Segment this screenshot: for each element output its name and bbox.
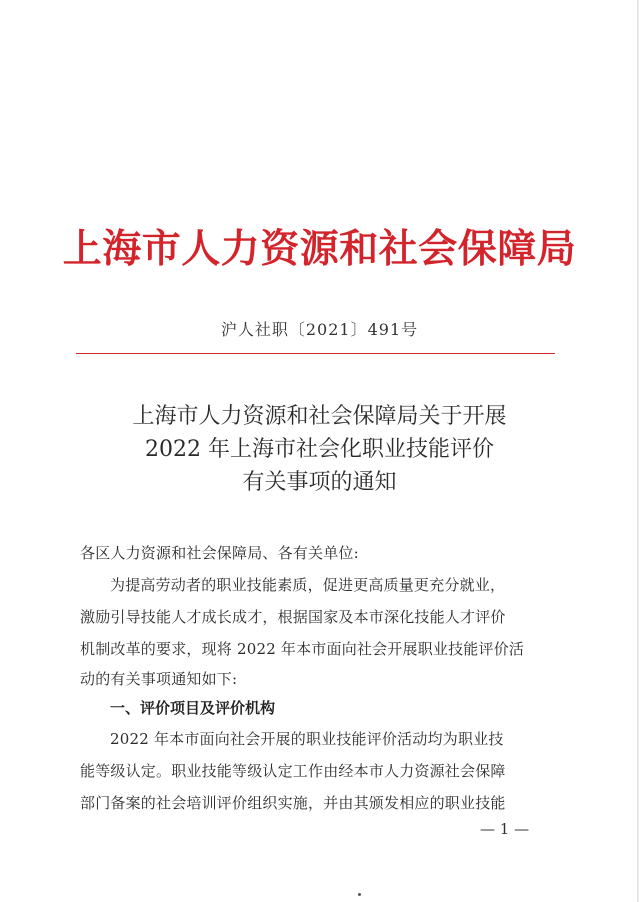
paragraph-line: 动的有关事项通知如下: [80,670,238,688]
paragraph-line: 能等级认定。职业技能等级认定工作由经本市人力资源社会保障 [80,762,506,780]
paragraph-line: 为提高劳动者的职业技能素质，促进更高质量更充分就业， [110,576,506,594]
notice-title-line: 上海市人力资源和社会保障局关于开展 [132,404,507,429]
page-number: — 1 — [480,820,530,838]
document-number: 沪人社职〔2021〕491号 [220,320,419,339]
notice-title [0,400,639,499]
paragraph-line: 2022 年本市面向社会开展的职业技能评价活动均为职业技 [110,730,504,748]
paragraph-line: 部门备案的社会培训评价组织实施，并由其颁发相应的职业技能 [80,794,506,812]
paragraph-line: 机制改革的要求，现将 2022 年本市面向社会开展职业技能评价活 [80,640,525,658]
notice-title-line: 有关事项的通知 [242,470,397,495]
scan-dot [358,893,361,896]
section-heading: 一、评价项目及评价机构 [110,699,276,717]
paragraph-line: 激励引导技能人才成长成才，根据国家及本市深化技能人才评价 [80,608,506,626]
red-divider-line [76,353,555,354]
salutation: 各区人力资源和社会保障局、各有关单位: [80,544,359,562]
agency-title: 上海市人力资源和社会保障局 [62,226,577,272]
notice-title-line: 2022 年上海市社会化职业技能评价 [145,437,494,462]
